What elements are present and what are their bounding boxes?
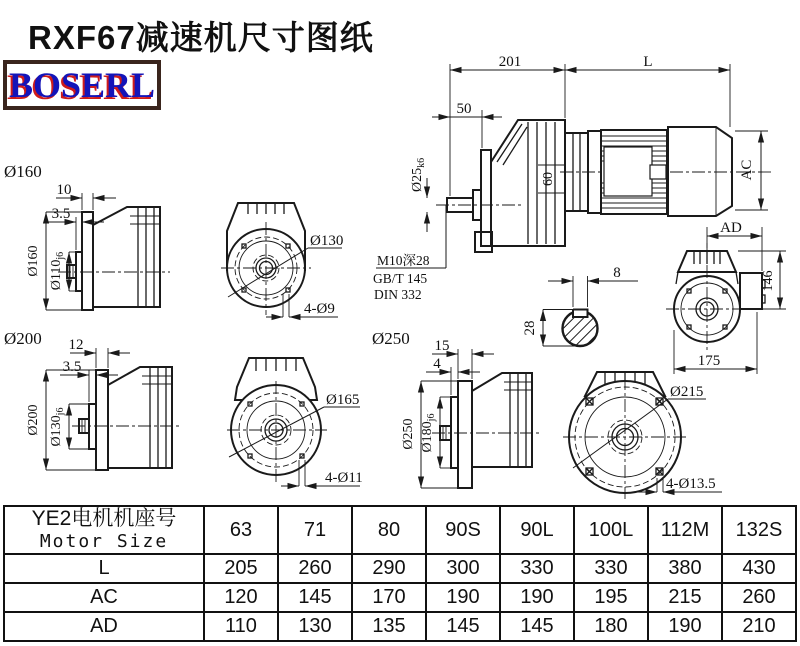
key-section-view (522, 265, 638, 346)
table-cell: 430 (722, 554, 796, 583)
key-height-label: 28 (522, 320, 538, 336)
flange160-spigot-depth: 3.5 (51, 206, 71, 222)
front-view-130 (221, 203, 343, 317)
flange250-thickness: 15 (434, 338, 450, 354)
table-cell: 205 (204, 554, 278, 583)
table-cell: 145 (278, 583, 352, 612)
note-din: DIN 332 (374, 287, 422, 302)
dim-146-label: 146 (761, 270, 776, 292)
end-view (666, 220, 786, 374)
bolt-circle-130: Ø130 (310, 233, 344, 249)
flange200-od: Ø200 (26, 404, 41, 436)
dim-L-label: L (643, 54, 653, 70)
flange250-od: Ø250 (401, 418, 416, 450)
table-cell: 110 (204, 612, 278, 641)
flange160-side-view (4, 162, 170, 310)
table-row-AD (4, 612, 796, 641)
table-cell: 145 (426, 612, 500, 641)
brand-logo: BOSERL (3, 60, 161, 110)
table-cell: 260 (722, 583, 796, 612)
dim-shaft-label: $Ø25_{k6}$ (410, 157, 427, 192)
flange160-od: Ø160 (26, 245, 41, 277)
table-cell: 120 (204, 583, 278, 612)
flange250-spigot: $Ø180_{j6}$ (420, 413, 437, 453)
table-cell: 290 (352, 554, 426, 583)
flange200-spigot: $Ø130_{j6}$ (49, 407, 66, 447)
note-tap: M10深28 (377, 253, 430, 268)
flange250-side-view (372, 329, 540, 488)
col-header: 132S (722, 506, 796, 554)
col-header: 80 (352, 506, 426, 554)
front-view-215 (563, 372, 722, 499)
col-header: 90S (426, 506, 500, 554)
dim-201-label: 201 (498, 54, 522, 70)
dim-hub-label: 60 (541, 172, 556, 186)
col-header: 112M (648, 506, 722, 554)
table-cell: 380 (648, 554, 722, 583)
table-cell: 195 (574, 583, 648, 612)
table-cell: 190 (426, 583, 500, 612)
page-title: RXF67减速机尺寸图纸 (28, 19, 374, 56)
flange200-thickness: 12 (68, 337, 84, 353)
col-header: 63 (204, 506, 278, 554)
dim-AC-label: AC (739, 159, 755, 181)
holes-4d9: 4-Ø9 (304, 301, 335, 317)
table-cell: 330 (500, 554, 574, 583)
table-cell: 300 (426, 554, 500, 583)
main-side-view (373, 54, 772, 302)
table-cell: 190 (648, 612, 722, 641)
dim-50-label: 50 (456, 101, 472, 117)
motor-size-header (4, 506, 204, 554)
key-width-label: 8 (613, 265, 621, 281)
flange200-label: Ø200 (4, 329, 42, 348)
bolt-circle-165: Ø165 (326, 392, 360, 408)
table-cell: 190 (500, 583, 574, 612)
table-cell: 180 (574, 612, 648, 641)
table-cell: 215 (648, 583, 722, 612)
holes-4d13_5: 4-Ø13.5 (666, 476, 716, 492)
table-cell: 170 (352, 583, 426, 612)
table-row-L (4, 554, 796, 583)
front-view-165 (227, 358, 363, 486)
dim-175-label: 175 (697, 353, 721, 369)
dim-AD-label: AD (720, 220, 742, 236)
table-cell: 260 (278, 554, 352, 583)
flange250-spigot-depth: 4 (433, 356, 441, 372)
row-label: AD (4, 612, 204, 641)
motor-size-header-en: Motor Size (39, 531, 169, 552)
flange160-label: Ø160 (4, 162, 42, 181)
col-header: 71 (278, 506, 352, 554)
flange160-thickness: 10 (56, 182, 72, 198)
spec-table (3, 505, 797, 642)
row-label: L (4, 554, 204, 583)
bolt-circle-215: Ø215 (670, 384, 704, 400)
col-header: 90L (500, 506, 574, 554)
table-row-AC (4, 583, 796, 612)
note-gb: GB/T 145 (373, 271, 428, 286)
table-cell: 135 (352, 612, 426, 641)
table-cell: 210 (722, 612, 796, 641)
table-cell: 330 (574, 554, 648, 583)
flange160-spigot: $Ø110_{j6}$ (49, 251, 66, 291)
col-header: 100L (574, 506, 648, 554)
motor-size-header-zh: YE2电机机座号 (31, 507, 177, 530)
table-cell: 130 (278, 612, 352, 641)
holes-4d11: 4-Ø11 (325, 470, 363, 486)
row-label: AC (4, 583, 204, 612)
flange250-label: Ø250 (372, 329, 410, 348)
flange200-spigot-depth: 3.5 (62, 359, 82, 375)
table-cell: 145 (500, 612, 574, 641)
flange200-side-view (4, 329, 180, 470)
